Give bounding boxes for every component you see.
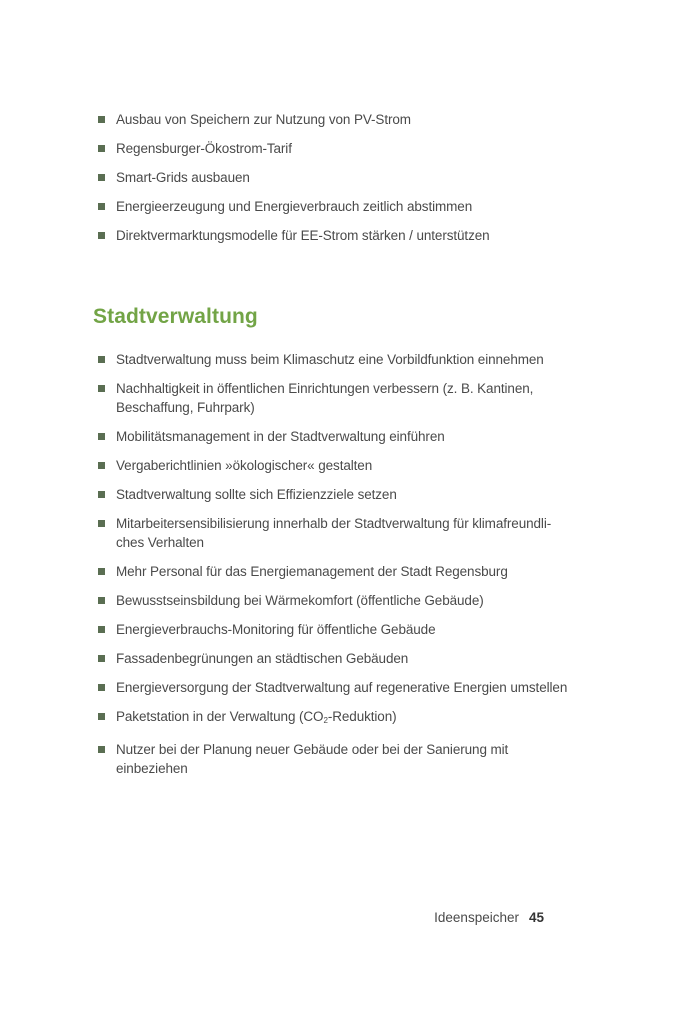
- list-item: [98, 427, 568, 447]
- list-item: [98, 197, 568, 217]
- list-item: [98, 514, 568, 553]
- list-item: [98, 139, 568, 159]
- square-bullet-icon: [98, 568, 105, 575]
- list-item-text: Fassadenbegrünungen an städtischen Gebäuden: [116, 651, 409, 667]
- list-item-text: Smart-Grids ausbauen: [116, 169, 250, 185]
- square-bullet-icon: [98, 491, 105, 498]
- list-item: [98, 591, 568, 611]
- list-item: [98, 678, 568, 698]
- list-item-text: Mobilitätsmanagement in der Stadtverwaltung einführen: [116, 429, 445, 445]
- square-bullet-icon: [98, 626, 105, 633]
- list-item: [98, 226, 568, 246]
- list-item: [98, 485, 568, 505]
- square-bullet-icon: [98, 232, 105, 239]
- list-item-text: Stadtverwaltung muss beim Klimaschutz eine Vorbildfunktion einnehmen: [116, 352, 544, 367]
- square-bullet-icon: [98, 462, 105, 469]
- list-item-text: Mehr Personal für das Energiemanagement der Stadt Regensburg: [116, 564, 508, 580]
- page-footer: [434, 910, 544, 925]
- square-bullet-icon: [98, 520, 105, 527]
- list-item-text: Energieversorgung der Stadtverwaltung auf regenerative Energien umstellen: [116, 679, 568, 695]
- list-item: [98, 110, 568, 130]
- list-item-text-after: -Reduktion): [327, 708, 397, 724]
- footer-title: Ideenspeicher: [434, 910, 519, 925]
- list-item-text: Nachhaltigkeit in öffentlichen Einrichtungen verbessern (z. B. Kantinen, Beschaffung, Fuhrpark): [116, 380, 534, 416]
- square-bullet-icon: [98, 655, 105, 662]
- square-bullet-icon: [98, 684, 105, 691]
- list-item: [98, 562, 568, 582]
- square-bullet-icon: [98, 433, 105, 440]
- list-item-text: Regensburger-Ökostrom-Tarif: [116, 140, 292, 156]
- square-bullet-icon: [98, 597, 105, 604]
- list-item: [98, 350, 568, 370]
- list-item-co2: [98, 707, 568, 731]
- list-item: [98, 649, 568, 669]
- list-item-text: Stadtverwaltung sollte sich Effizienzziele setzen: [116, 487, 397, 503]
- top-bullet-list: [98, 110, 568, 254]
- square-bullet-icon: [98, 174, 105, 181]
- list-item: [98, 379, 568, 418]
- list-item: [98, 740, 568, 779]
- list-item-text: Ausbau von Speichern zur Nutzung von PV-Strom: [116, 112, 411, 127]
- list-item-text: Energieerzeugung und Energieverbrauch zeitlich abstimmen: [116, 198, 473, 214]
- list-item-text: Vergaberichtlinien »ökologischer« gestalten: [116, 458, 373, 474]
- square-bullet-icon: [98, 203, 105, 210]
- list-item: [98, 620, 568, 640]
- list-item-text: Nutzer bei der Planung neuer Gebäude oder bei der Sanierung mit einbeziehen: [116, 741, 509, 777]
- list-item-text: Mitarbeitersensibilisierung innerhalb der Stadtverwaltung für klimafreundliches Verhalten: [116, 515, 552, 551]
- list-item-text: Bewusstseinsbildung bei Wärmekomfort (öffentliche Gebäude): [116, 593, 484, 609]
- square-bullet-icon: [98, 116, 105, 123]
- square-bullet-icon: [98, 713, 105, 720]
- list-item-text: Energieverbrauchs-Monitoring für öffentliche Gebäude: [116, 622, 436, 638]
- list-item: [98, 168, 568, 188]
- square-bullet-icon: [98, 746, 105, 753]
- list-item-text-before: Paketstation in der Verwaltung (CO: [116, 708, 324, 724]
- list-item: [98, 456, 568, 476]
- page-number: 45: [528, 910, 544, 925]
- section-heading: Stadtverwaltung: [93, 305, 258, 328]
- square-bullet-icon: [98, 385, 105, 392]
- co2-subscript: 2: [323, 715, 328, 725]
- list-item-text: Direktvermarktungsmodelle für EE-Strom stärken / unterstützen: [116, 227, 490, 243]
- square-bullet-icon: [98, 356, 105, 363]
- stadtverwaltung-bullet-list: [98, 350, 568, 788]
- square-bullet-icon: [98, 145, 105, 152]
